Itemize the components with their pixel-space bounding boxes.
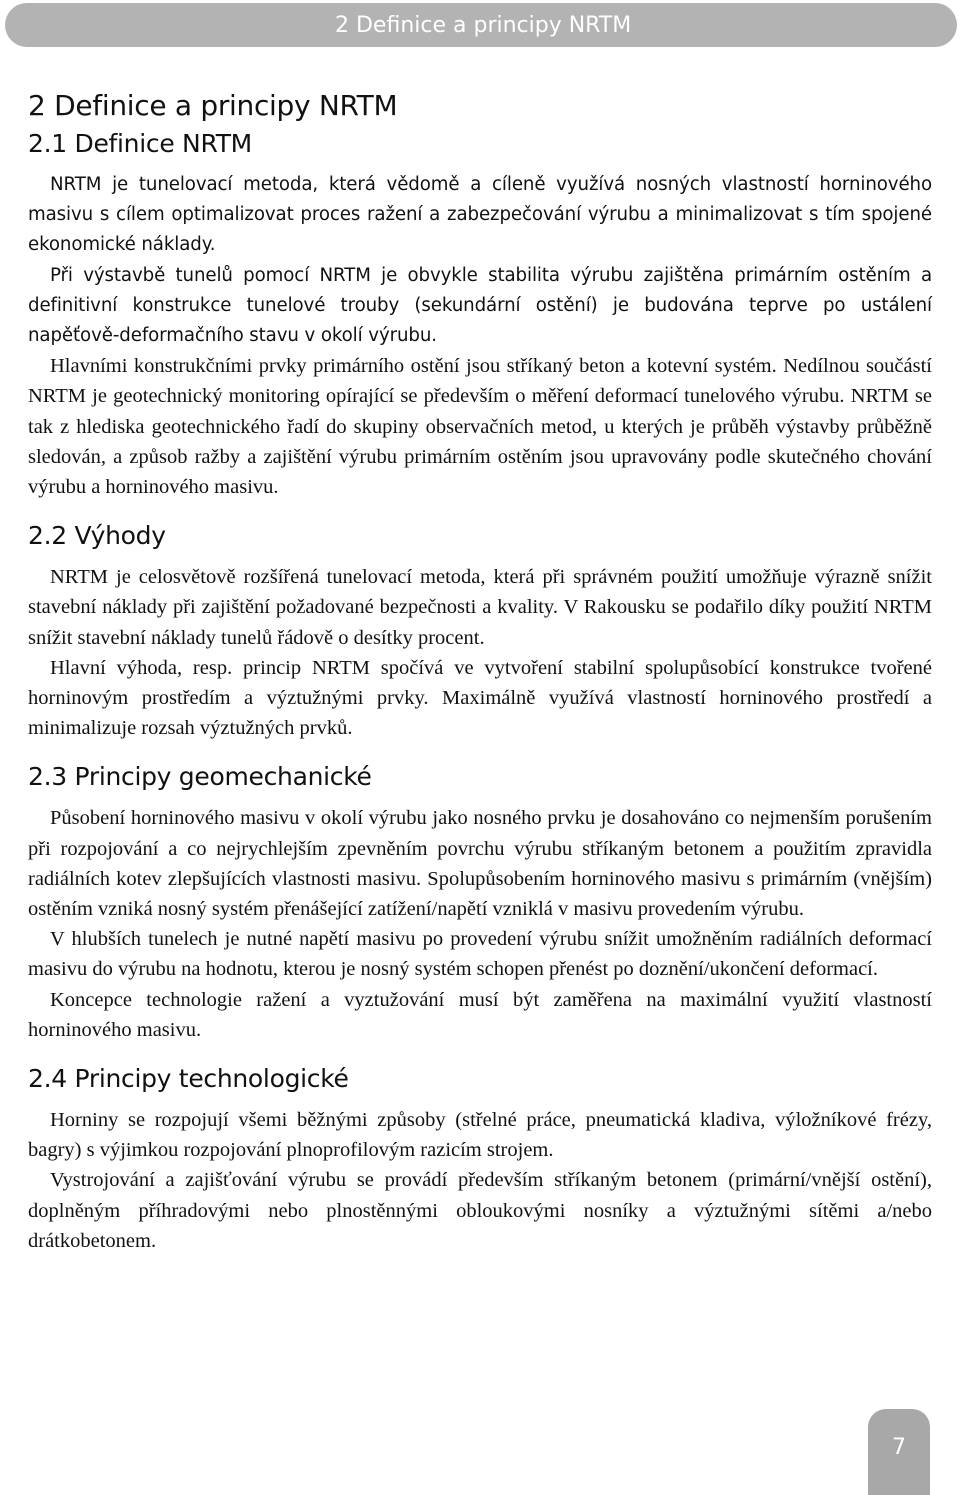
- paragraph: NRTM je tunelovací metoda, která vědomě a cíleně využívá nosných vlastností horninového masivu s cílem optimalizovat proces ražení a zabezpečování výrubu a minimalizovat s tím spojené ekonomické náklady.: [28, 174, 932, 256]
- section-title: 2.1 Definice NRTM: [28, 129, 252, 158]
- running-header-title: 2 Definice a principy NRTM: [335, 13, 632, 38]
- section-body: [28, 562, 932, 743]
- paragraph: Při výstavbě tunelů pomocí NRTM je obvykle stabilita výrubu zajištěna primárním ostěním a definitivní konstrukce tunelové trouby (sekundární ostění) je budována teprve po ustálení napěťově-deformačního stavu v okolí výrubu.: [28, 264, 932, 347]
- page-content: [28, 86, 932, 1256]
- paragraph: Hlavní výhoda, resp. princip NRTM spočívá ve vytvoření stabilní spolupůsobící konstrukce tvořené horninovým prostředím a výztužnými prvky. Maximálně využívá vlastností horninového prostředí a minimalizuje rozsah výztužných prvků.: [28, 656, 932, 740]
- section-2-1: [28, 126, 932, 502]
- section-body: [28, 170, 932, 502]
- section-title: 2.4 Principy technologické: [28, 1064, 349, 1094]
- section-2-3: [28, 759, 932, 1045]
- running-header-bar: [5, 3, 957, 47]
- section-title: 2.3 Principy geomechanické: [28, 762, 372, 792]
- section-body: [28, 803, 932, 1045]
- paragraph: Horniny se rozpojují všemi běžnými způsoby (střelné práce, pneumatická kladiva, výložníkové frézy, bagry) s výjimkou rozpojování plnoprofilovým razicím strojem.: [28, 1109, 932, 1162]
- page-number-tab: [868, 1409, 930, 1495]
- paragraph: Koncepce technologie ražení a vyztužování musí být zaměřena na maximální využití vlastností horninového masivu.: [28, 988, 932, 1041]
- paragraph: Vystrojování a zajišťování výrubu se provádí především stříkaným betonem (primární/vnější ostění), doplněným příhradovými nebo plnostěnnými obloukovými nosníky a výztužnými sítěmi a/nebo drátkobetonem.: [28, 1169, 932, 1252]
- section-body: [28, 1105, 932, 1256]
- paragraph: Působení horninového masivu v okolí výrubu jako nosného prvku je dosahováno co nejmenším porušením při rozpojování a co nejrychlejším zpevněním povrchu výrubu stříkaným betonem a použitím zpravidla radiálních kotev zlepšujících vlastnosti masivu. Spolupůsobením horninového masivu s primárním (vnějším) ostěním vzniká nosný systém přenášející zatížení/napětí vzniklá v masivu provedením výrubu.: [28, 807, 932, 921]
- paragraph: Hlavními konstrukčními prvky primárního ostění jsou stříkaný beton a kotevní systém. Nedílnou součástí NRTM je geotechnický monitoring opírající se především o měření deformací tunelového výrubu. NRTM se tak z hlediska geotechnického řadí do skupiny observačních metod, u kterých je průběh výstavby průběžně sledován, a způsob ražby a zajištění výrubu primárním ostěním jsou upravovány podle skutečného chování výrubu a horninového masivu.: [28, 355, 932, 499]
- section-2-2: [28, 518, 932, 743]
- section-title: 2.2 Výhody: [28, 521, 166, 551]
- paragraph: V hlubších tunelech je nutné napětí masivu po provedení výrubu snížit umožněním radiálních deformací masivu do výrubu na hodnotu, kterou je nosný systém schopen přenést po doznění/ukončení deformací.: [28, 928, 932, 981]
- paragraph: NRTM je celosvětově rozšířená tunelovací metoda, která při správném použití umožňuje výrazně snížit stavební náklady při zajištění požadované bezpečnosti a kvality. V Rakousku se podařilo díky použití NRTM snížit stavební náklady tunelů řádově o desítky procent.: [28, 566, 932, 649]
- chapter-title: 2 Definice a principy NRTM: [28, 89, 398, 122]
- section-2-4: [28, 1061, 932, 1256]
- page-number: 7: [892, 1435, 906, 1460]
